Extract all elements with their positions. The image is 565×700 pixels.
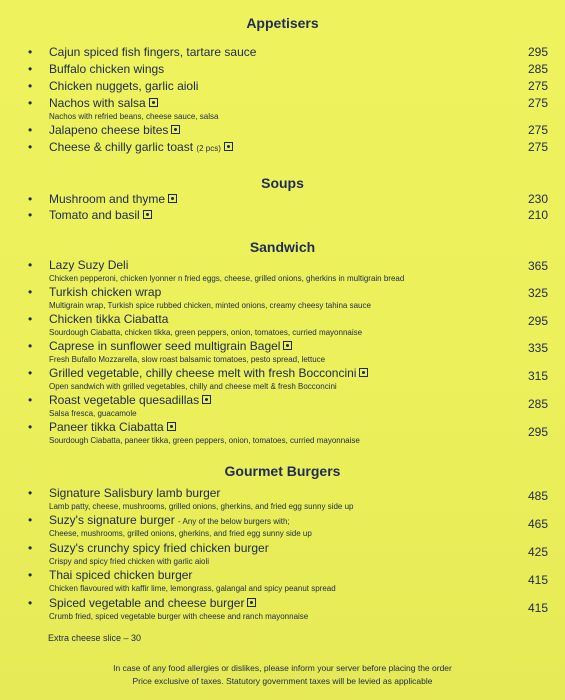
item-name-wrap xyxy=(49,140,233,154)
item-name: Signature Salisbury lamb burger xyxy=(49,486,221,500)
item-price: 295 xyxy=(527,425,548,439)
item-description: Fresh Bufallo Mozzarella, slow roast balsamic tomatoes, pesto spread, lettuce xyxy=(49,355,326,364)
bullet: • xyxy=(28,96,33,110)
item-name: Roast vegetable quesadillas xyxy=(49,393,200,407)
item-price: 275 xyxy=(527,140,548,154)
item-name-wrap xyxy=(49,513,290,527)
veg-icon xyxy=(143,210,152,219)
item-price: 285 xyxy=(527,397,548,411)
item-price: 335 xyxy=(527,341,548,355)
bullet: • xyxy=(28,420,33,434)
bullet: • xyxy=(28,339,33,353)
veg-icon xyxy=(247,598,256,607)
item-name-wrap xyxy=(49,596,256,610)
bullet: • xyxy=(28,79,33,93)
item-price: 415 xyxy=(527,601,548,615)
item-description: Open sandwich with grilled vegetables, chilly and cheese melt & fresh Bocconcini xyxy=(49,382,337,391)
item-description: Sourdough Ciabatta, chicken tikka, green peppers, onion, tomatoes, curried mayonnaise xyxy=(49,328,363,337)
item-name: Tomato and basil xyxy=(49,208,140,222)
item-description: Multigrain wrap, Turkish spice rubbed chicken, minted onions, creamy cheesy tahina sauce xyxy=(49,301,371,310)
bullet: • xyxy=(28,596,33,610)
item-price: 315 xyxy=(527,369,548,383)
item-name: Spiced vegetable and cheese burger xyxy=(49,596,245,610)
bullet: • xyxy=(28,192,33,206)
item-name: Caprese in sunflower seed multigrain Bagel xyxy=(49,339,281,353)
bullet: • xyxy=(28,513,33,527)
item-price: 230 xyxy=(527,192,548,206)
item-name: Grilled vegetable, chilly cheese melt with fresh Bocconcini xyxy=(49,366,357,380)
bullet: • xyxy=(28,393,33,407)
allergy-note: In case of any food allergies or dislikes, please inform your server before placing the order xyxy=(113,663,452,673)
soups-title: Soups xyxy=(261,175,304,191)
bullet: • xyxy=(28,62,33,76)
veg-icon xyxy=(171,125,180,134)
item-inline-note: - Any of the below burgers with; xyxy=(178,517,290,526)
bullet: • xyxy=(28,568,33,582)
item-name: Suzy's crunchy spicy fried chicken burger xyxy=(49,541,269,555)
item-name-wrap xyxy=(49,192,177,206)
item-description: Chicken pepperoni, chicken lyonner n fried eggs, cheese, grilled onions, gherkins in multigrain bread xyxy=(49,274,405,283)
item-description: Sourdough Ciabatta, paneer tikka, green peppers, onion, tomatoes, curried mayonnaise xyxy=(49,436,360,445)
item-name: Paneer tikka Ciabatta xyxy=(49,420,164,434)
item-name: Cajun spiced fish fingers, tartare sauce xyxy=(49,45,257,59)
veg-icon xyxy=(359,368,368,377)
item-price: 210 xyxy=(527,208,548,222)
item-description: Crumb fried, spiced vegetable burger with cheese and ranch mayonnaise xyxy=(49,612,309,621)
bullet: • xyxy=(28,258,33,272)
item-description: Cheese, mushrooms, grilled onions, gherkins, and fried egg sunny side up xyxy=(49,529,312,538)
veg-icon xyxy=(167,422,176,431)
item-price: 275 xyxy=(527,123,548,137)
item-name-wrap xyxy=(49,96,158,110)
item-name: Lazy Suzy Deli xyxy=(49,258,129,272)
item-description: Chicken flavoured with kaffir lime, lemongrass, galangal and spicy peanut spread xyxy=(49,584,336,593)
item-name: Turkish chicken wrap xyxy=(49,285,162,299)
extra-cheese-note: Extra cheese slice – 30 xyxy=(48,633,142,643)
item-name-wrap xyxy=(49,393,211,407)
item-description: Crispy and spicy fried chicken with garlic aioli xyxy=(49,557,210,566)
item-name-wrap xyxy=(49,208,152,222)
item-name: Cheese & chilly garlic toast xyxy=(49,140,194,154)
item-name-wrap xyxy=(49,420,176,434)
bullet: • xyxy=(28,541,33,555)
item-name: Chicken nuggets, garlic aioli xyxy=(49,79,199,93)
item-name: Suzy's signature burger xyxy=(49,513,175,527)
item-name-wrap xyxy=(49,123,180,137)
veg-icon xyxy=(283,341,292,350)
bullet: • xyxy=(28,486,33,500)
burgers-title: Gourmet Burgers xyxy=(224,463,341,479)
item-name: Mushroom and thyme xyxy=(49,192,166,206)
item-price: 365 xyxy=(527,259,548,273)
bullet: • xyxy=(28,45,33,59)
item-name-wrap xyxy=(49,339,292,353)
item-name: Nachos with salsa xyxy=(49,96,146,110)
bullet: • xyxy=(28,312,33,326)
item-description: Lamb patty, cheese, mushrooms, grilled onions, gherkins, and fried egg sunny side up xyxy=(49,502,354,511)
item-price: 485 xyxy=(527,489,548,503)
bullet: • xyxy=(28,285,33,299)
item-name: Chicken tikka Ciabatta xyxy=(49,312,169,326)
item-name: Jalapeno cheese bites xyxy=(49,123,169,137)
item-price: 295 xyxy=(527,314,548,328)
sandwich-title: Sandwich xyxy=(249,239,316,255)
veg-icon xyxy=(149,98,158,107)
veg-icon xyxy=(224,142,233,151)
tax-note: Price exclusive of taxes. Statutory government taxes will be levied as applicable xyxy=(132,676,433,686)
item-price: 425 xyxy=(527,545,548,559)
bullet: • xyxy=(28,140,33,154)
item-price: 295 xyxy=(527,45,548,59)
item-name-wrap xyxy=(49,366,368,380)
item-price: 275 xyxy=(527,79,548,93)
bullet: • xyxy=(28,208,33,222)
item-price: 275 xyxy=(527,96,548,110)
item-description: Nachos with refried beans, cheese sauce, salsa xyxy=(49,112,219,121)
item-price: 325 xyxy=(527,286,548,300)
item-suffix: (2 pcs) xyxy=(196,144,221,153)
bullet: • xyxy=(28,123,33,137)
item-price: 465 xyxy=(527,517,548,531)
item-name: Buffalo chicken wings xyxy=(49,62,165,76)
veg-icon xyxy=(168,194,177,203)
bullet: • xyxy=(28,366,33,380)
item-price: 415 xyxy=(527,573,548,587)
item-description: Salsa fresca, guacamole xyxy=(49,409,137,418)
appetisers-title: Appetisers xyxy=(246,15,319,31)
veg-icon xyxy=(202,395,211,404)
item-price: 285 xyxy=(527,62,548,76)
item-name: Thai spiced chicken burger xyxy=(49,568,193,582)
